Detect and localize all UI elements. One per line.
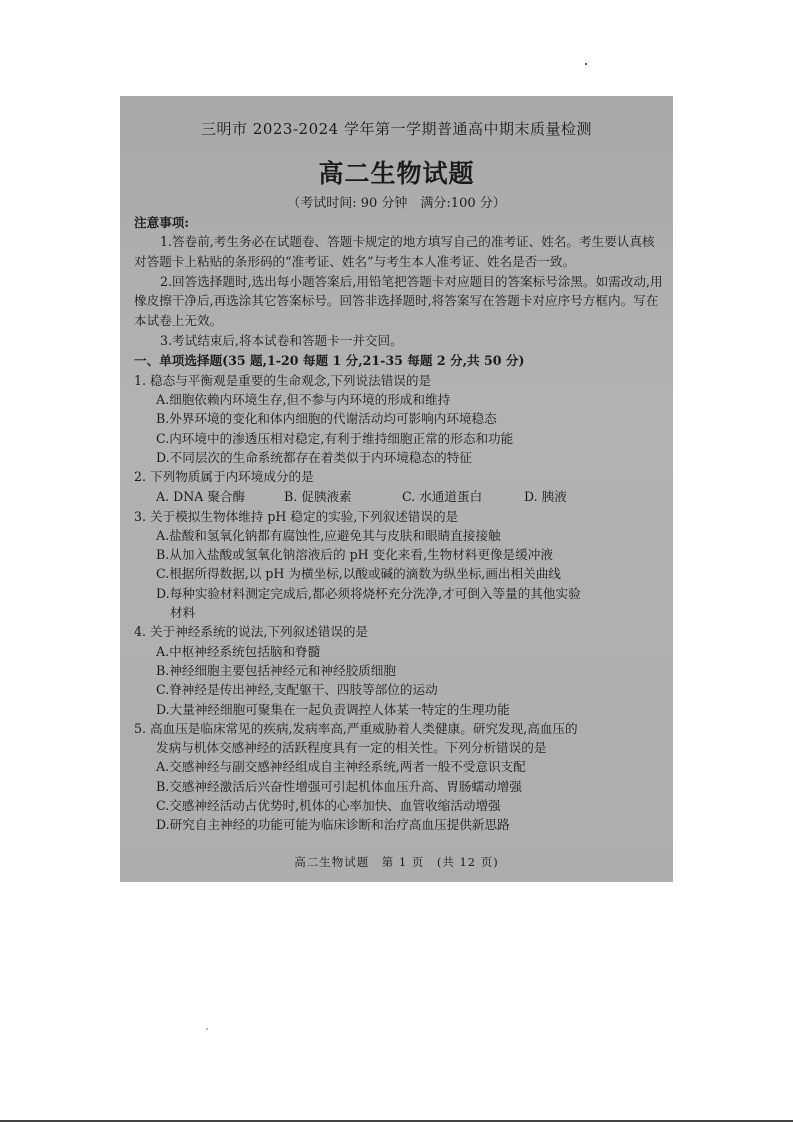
- option-d: D. 胰液: [524, 488, 567, 504]
- question-5: [134, 719, 663, 835]
- option-c: C.根据所得数据,以 pH 为横坐标,以酸或碱的滴数为纵坐标,画出相关曲线: [156, 566, 561, 582]
- option-d: D.研究自主神经的功能可能为临床诊断和治疗高血压提供新思路: [156, 817, 510, 833]
- question-1: [134, 371, 663, 467]
- exam-time: （考试时间: 90 分钟 满分:100 分）: [287, 196, 506, 211]
- notice-item: 2.回答选择题时,选出每小题答案后,用铅笔把答题卡对应题目的答案标号涂黑。如需改动,用橡皮擦干净后,再选涂其它答案标号。回答非选择题时,将答案写在答题卡对应序号方框内。写在本试卷上无效。: [134, 273, 663, 329]
- option-b: B.从加入盐酸或氢氧化钠溶液后的 pH 变化来看,生物材料更像是缓冲液: [156, 547, 553, 563]
- option-d: D.不同层次的生命系统都存在着类似于内环境稳态的特征: [156, 449, 472, 465]
- option-c: C. 水通道蛋白: [402, 488, 483, 504]
- question-4: [134, 622, 663, 718]
- option-c: C.内环境中的渗透压相对稳定,有利于维持细胞正常的形态和功能: [156, 430, 514, 446]
- option-c: C.脊神经是传出神经,支配躯干、四肢等部位的运动: [156, 682, 438, 698]
- question-stem-continuation: 发病与机体交感神经的活跃程度具有一定的相关性。下列分析错误的是: [156, 740, 547, 756]
- question-stem: 5. 高血压是临床常见的疾病,发病率高,严重威胁着人类健康。研究发现,高血压的: [134, 720, 578, 736]
- option-a: A.中枢神经系统包括脑和脊髓: [156, 643, 321, 659]
- option-b: B.外界环境的变化和体内细胞的代谢活动均可影响内环境稳态: [156, 411, 497, 427]
- speck-mark: [206, 1028, 208, 1030]
- option-a: A.盐酸和氢氧化钠都有腐蚀性,应避免其与皮肤和眼睛直接接触: [156, 527, 501, 543]
- question-stem: 1. 稳态与平衡观是重要的生命观念,下列说法错误的是: [134, 372, 432, 388]
- section-heading: 一、单项选择题(35 题,1-20 每题 1 分,21-35 每题 2 分,共 50 分): [134, 352, 525, 368]
- speck-mark: [585, 63, 587, 65]
- option-c: C.交感神经活动占优势时,机体的心率加快、血管收缩活动增强: [156, 798, 501, 814]
- option-a: A. DNA 聚合酶: [156, 488, 246, 504]
- exam-body: [134, 213, 663, 835]
- option-a: A.细胞依赖内环境生存,但不参与内环境的形成和维持: [156, 392, 451, 408]
- exam-paper-photo: [120, 96, 673, 882]
- option-b: B. 促胰液素: [284, 488, 352, 504]
- question-stem: 2. 下列物质属于内环境成分的是: [134, 469, 314, 485]
- page-footer: 高二生物试题 第 1 页 (共 12 页): [294, 855, 499, 869]
- question-3: [134, 507, 663, 623]
- option-d-continuation: 材料: [170, 605, 196, 621]
- option-d: D.大量神经细胞可聚集在一起负责调控人体某一特定的生理功能: [156, 701, 510, 717]
- notice-title: 注意事项:: [134, 215, 190, 230]
- option-b: B.交感神经激活后兴奋性增强可引起机体血压升高、胃肠蠕动增强: [156, 778, 522, 794]
- notice-item: 3.考试结束后,将本试卷和答题卡一并交回。: [160, 332, 403, 348]
- question-stem: 3. 关于模拟生物体维持 pH 稳定的实验,下列叙述错误的是: [134, 508, 459, 524]
- option-b: B.神经细胞主要包括神经元和神经胶质细胞: [156, 662, 396, 678]
- option-d: D.每种实验材料测定完成后,都必须将烧杯充分洗净,才可倒入等量的其他实验: [156, 585, 581, 601]
- question-2: [134, 467, 663, 506]
- exam-header: 三明市 2023-2024 学年第一学期普通高中期末质量检测: [201, 120, 592, 138]
- option-a: A.交感神经与副交感神经组成自主神经系统,两者一般不受意识支配: [156, 759, 526, 775]
- notice-item: 1.答卷前,考生务必在试题卷、答题卡规定的地方填写自己的准考证、姓名。考生要认真核对答题卡上粘贴的条形码的“准考证、姓名”与考生本人准考证、姓名是否一致。: [134, 234, 655, 269]
- question-stem: 4. 关于神经系统的说法,下列叙述错误的是: [134, 624, 369, 640]
- exam-title: 高二生物试题: [318, 159, 475, 188]
- options-row: [134, 487, 663, 507]
